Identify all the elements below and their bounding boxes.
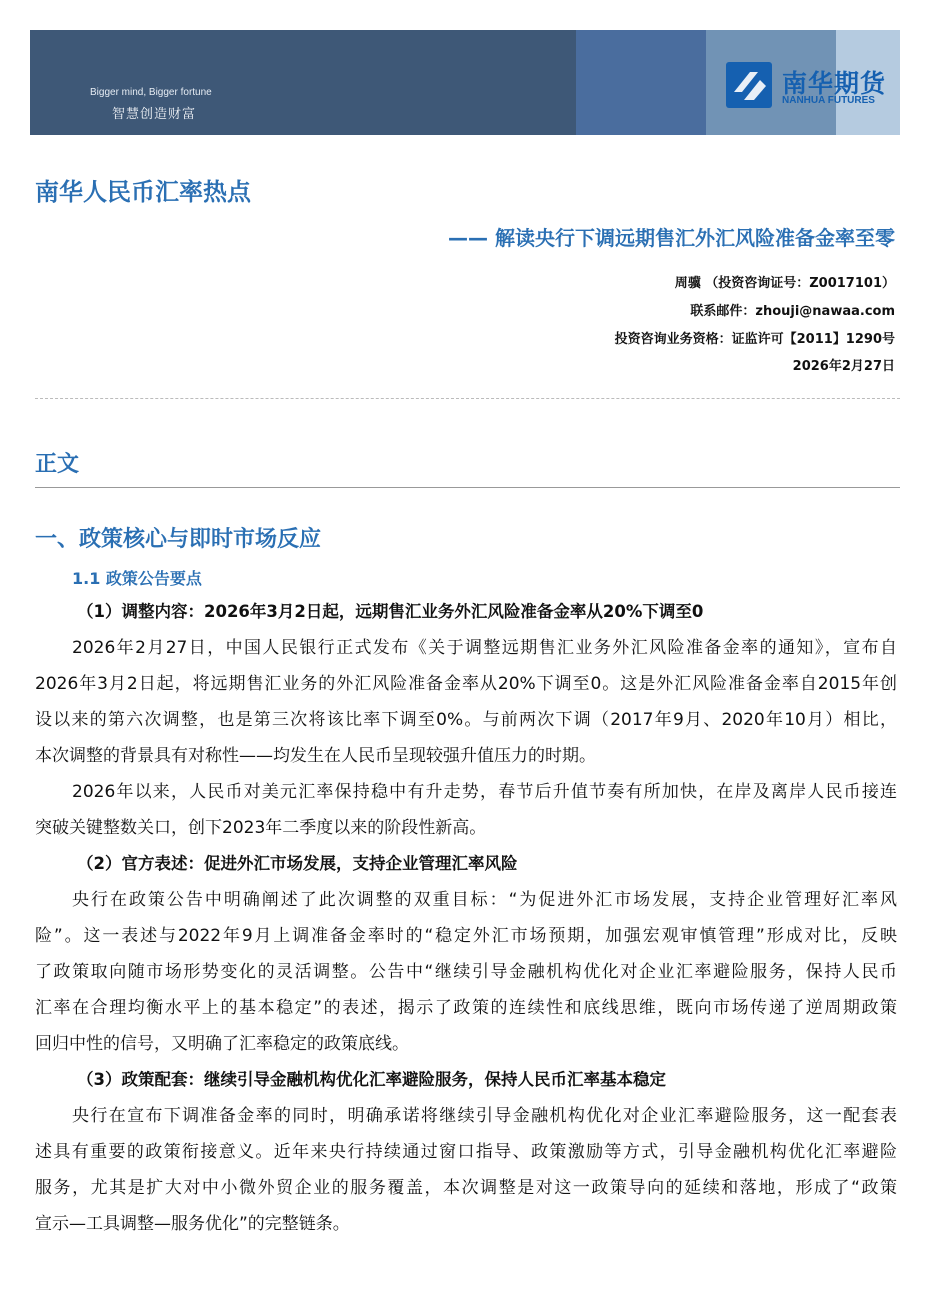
paragraph-line: 汇率在合理均衡水平上的基本稳定”的表述，揭示了政策的连续性和底线思维，既向市场传递了逆周期政策 <box>35 998 897 1018</box>
slogan-chinese: 智慧创造财富 <box>112 107 197 122</box>
contact-email: 联系邮件：zhouji@nawaa.com <box>690 304 895 319</box>
section-main-heading: 正文 <box>35 452 80 477</box>
paragraph-line: 险”。这一表述与2022年9月上调准备金率时的“稳定外汇市场预期，加强宏观审慎管理”形成对比，反映 <box>35 926 897 946</box>
paragraph-line: 了政策取向随市场形势变化的灵活调整。公告中“继续引导金融机构优化对企业汇率避险服务，保持人民币 <box>35 962 897 982</box>
paragraph-line: 宣示—工具调整—服务优化”的完整链条。 <box>35 1214 350 1234</box>
paragraph-line: 2026年3月2日起，将远期售汇业务的外汇风险准备金率从20%下调至0。这是外汇风险准备金率自2015年创 <box>35 674 897 694</box>
subheading: （1）调整内容：2026年3月2日起，远期售汇业务外汇风险准备金率从20%下调至0 <box>77 602 704 621</box>
paragraph-line: 设以来的第六次调整，也是第三次将该比率下调至0%。与前两次下调（2017年9月、2020年10月）相比， <box>35 710 897 730</box>
banner-stripe <box>576 30 706 135</box>
report-subtitle: —— 解读央行下调远期售汇外汇风险准备金率至零 <box>448 226 895 250</box>
report-date: 2026年2月27日 <box>792 359 895 374</box>
paragraph-line: 服务，尤其是扩大对中小微外贸企业的服务覆盖，本次调整是对这一政策导向的延续和落地，形成了“政策 <box>35 1178 897 1198</box>
slogan-english: Bigger mind, Bigger fortune <box>90 87 212 98</box>
subheading: （2）官方表述：促进外汇市场发展，支持企业管理汇率风险 <box>77 854 518 873</box>
header-banner <box>30 30 900 135</box>
report-title: 南华人民币汇率热点 <box>35 178 251 206</box>
paragraph-line: 2026年以来，人民币对美元汇率保持稳中有升走势，春节后升值节奏有所加快，在岸及离岸人民币接连 <box>72 782 897 802</box>
divider <box>35 487 900 488</box>
heading-level-1: 一、政策核心与即时市场反应 <box>35 527 322 552</box>
subheading: （3）政策配套：继续引导金融机构优化汇率避险服务，保持人民币汇率基本稳定 <box>77 1070 666 1089</box>
author: 周骥 （投资咨询证号：Z0017101） <box>674 276 895 291</box>
body-text <box>35 594 897 1242</box>
paragraph-line: 本次调整的背景具有对称性——均发生在人民币呈现较强升值压力的时期。 <box>35 746 596 766</box>
logo-text-en: NANHUA FUTURES <box>782 95 875 106</box>
paragraph-line: 回归中性的信号，又明确了汇率稳定的政策底线。 <box>35 1034 409 1054</box>
paragraph-line: 央行在宣布下调准备金率的同时，明确承诺将继续引导金融机构优化对企业汇率避险服务，这一配套表 <box>72 1106 897 1126</box>
logo-mark-icon <box>726 62 772 108</box>
license: 投资咨询业务资格：证监许可【2011】1290号 <box>614 332 895 347</box>
paragraph-line: 2026年2月27日，中国人民银行正式发布《关于调整远期售汇业务外汇风险准备金率的通知》，宣布自 <box>72 638 897 658</box>
paragraph-line: 述具有重要的政策衔接意义。近年来央行持续通过窗口指导、政策激励等方式，引导金融机构优化汇率避险 <box>35 1142 897 1162</box>
paragraph-line: 央行在政策公告中明确阐述了此次调整的双重目标：“为促进外汇市场发展，支持企业管理好汇率风 <box>72 890 897 910</box>
logo-text-cn: 南华期货 <box>782 69 887 98</box>
company-logo <box>726 62 896 110</box>
divider <box>35 398 900 399</box>
heading-level-2: 1.1 政策公告要点 <box>72 569 202 588</box>
paragraph-line: 突破关键整数关口，创下2023年二季度以来的阶段性新高。 <box>35 818 487 838</box>
